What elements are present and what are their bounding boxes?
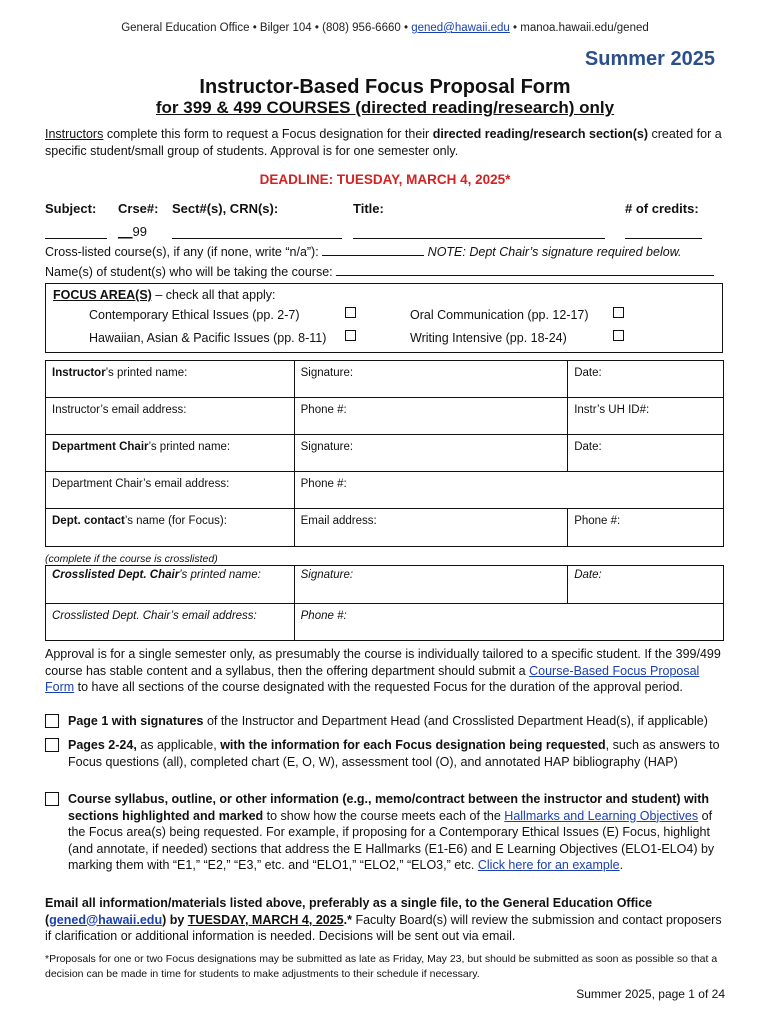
chair-label: Department Chair — [52, 441, 149, 453]
checklist-item-pages — [45, 737, 725, 770]
crosslisted-table — [45, 565, 724, 641]
email-link[interactable]: gened@hawaii.edu — [49, 912, 163, 927]
instructor-email-cell[interactable] — [46, 398, 295, 435]
item1-text: of the Instructor and Department Head (and Crosslisted Department Head(s), if applicable) — [203, 714, 708, 728]
credits-field[interactable] — [625, 224, 702, 239]
cross-chair-date-cell[interactable] — [568, 566, 724, 604]
checkbox-pages[interactable] — [45, 738, 59, 752]
site-url: • manoa.hawaii.edu/gened — [509, 22, 649, 34]
uhid-label: Instr’s UH ID#: — [574, 404, 650, 416]
example-link[interactable]: Click here for an example — [477, 858, 620, 872]
date-label: Date: — [574, 367, 602, 379]
cross-chair-email-cell[interactable] — [46, 604, 295, 641]
focus-heading — [53, 288, 276, 302]
focus-item-hawaiian: Hawaiian, Asian & Pacific Issues (pp. 8-11) — [89, 331, 327, 345]
students-field[interactable] — [336, 265, 714, 276]
phone-label: Phone #: — [300, 610, 347, 622]
checkbox-hawaiian[interactable] — [345, 330, 356, 341]
instructor-name-cell[interactable] — [46, 361, 295, 398]
page-number: Summer 2025, page 1 of 24 — [576, 987, 725, 1001]
instructor-uhid-cell[interactable] — [568, 398, 724, 435]
checkbox-ethical[interactable] — [345, 307, 356, 318]
checklist-item-page1 — [45, 713, 725, 730]
crse-value: 99 — [132, 224, 147, 239]
subject-field[interactable] — [45, 224, 107, 239]
checkbox-writing[interactable] — [613, 330, 624, 341]
date-label: Date: — [574, 569, 602, 581]
cross-email-label: Crosslisted Dept. Chair’s email address: — [52, 610, 257, 622]
approval-text: Approval is for a single semester only, as presumably the course is individually tailored to a specific student. If the 399/499 course has stable content and a syllabus, then the offering department should submit a — [45, 647, 721, 678]
title-label: Title: — [353, 201, 384, 216]
crse-field[interactable]: __99 — [118, 224, 147, 239]
cross-chair-phone-cell[interactable] — [294, 604, 723, 641]
footnote: *Proposals for one or two Focus designations may be submitted as late as Friday, May 23, but should be submitted as soon as possible so that a decision can be made in time for students to make adjustments to their schedule if necessary. — [45, 953, 718, 980]
chair-email-cell[interactable] — [46, 472, 295, 509]
crosslisted-row — [45, 245, 682, 259]
item3-bold: Course syllabus, outline, or other information (e.g., memo/contract between the instructor and student) with sections highlighted and marked — [68, 792, 710, 823]
cross-chair-label-rest: ’s printed name: — [179, 569, 261, 581]
checkbox-page1[interactable] — [45, 714, 59, 728]
page-title: Instructor-Based Focus Proposal Form — [199, 76, 571, 98]
subject-label: Subject: — [45, 201, 97, 216]
email-address-label: Email address: — [300, 515, 377, 527]
signature-label: Signature: — [300, 367, 354, 379]
chair-label-rest: ’s printed name: — [148, 441, 231, 453]
contact-phone-cell[interactable] — [568, 509, 724, 547]
checklist-item-syllabus — [45, 791, 725, 874]
signature-label: Signature: — [300, 569, 354, 581]
checkbox-oral[interactable] — [613, 307, 624, 318]
date-label: Date: — [574, 441, 602, 453]
approval-paragraph — [45, 646, 725, 696]
gened-email-link[interactable]: gened@hawaii.edu — [411, 22, 510, 34]
checkbox-syllabus[interactable] — [45, 792, 59, 806]
focus-area-box — [45, 283, 723, 353]
students-label: Name(s) of student(s) who will be taking the course: — [45, 265, 333, 279]
crse-label: Crse#: — [118, 201, 159, 216]
email-bold-2: ) by — [162, 912, 188, 927]
chair-phone-cell[interactable] — [294, 472, 723, 509]
intro-text: complete this form to request a Focus designation for their — [103, 127, 433, 141]
signature-table — [45, 360, 724, 547]
item2-mid: as applicable, — [136, 738, 221, 752]
cross-chair-name-cell[interactable] — [46, 566, 295, 604]
instructor-email-label: Instructor’s email address: — [52, 404, 187, 416]
item1-bold: Page 1 with signatures — [68, 714, 204, 728]
item2-bold-2: with the information for each Focus designation being requested — [220, 738, 606, 752]
phone-label: Phone #: — [574, 515, 621, 527]
instructor-label: Instructor — [52, 367, 106, 379]
office-info: General Education Office • Bilger 104 • (808) 956-6660 • — [121, 22, 412, 34]
intro-bold: directed reading/research section(s) — [432, 127, 649, 141]
credits-label: # of credits: — [625, 201, 699, 216]
hallmarks-link[interactable]: Hallmarks and Learning Objectives — [504, 808, 699, 823]
chair-email-label: Department Chair’s email address: — [52, 478, 230, 490]
instructor-date-cell[interactable] — [568, 361, 724, 398]
focus-item-oral: Oral Communication (pp. 12-17) — [410, 308, 589, 322]
instructor-label-rest: ’s printed name: — [105, 367, 188, 379]
chair-date-cell[interactable] — [568, 435, 724, 472]
crosslisted-note: NOTE: Dept Chair’s signature required below. — [427, 245, 682, 259]
sect-field[interactable] — [172, 224, 342, 239]
item2-text: , such as answers to Focus questions (all), completed chart (E, O, W), assessment tool (O), and annotated HAP bibliography (HAP) — [68, 738, 720, 769]
intro-paragraph — [45, 126, 725, 160]
course-based-form-link[interactable]: Course-Based Focus Proposal Form — [45, 663, 700, 694]
instructor-phone-cell[interactable] — [294, 398, 568, 435]
chair-signature-cell[interactable] — [294, 435, 568, 472]
item3-mid: to show how the course meets each of the — [263, 808, 505, 823]
item2-bold: Pages 2-24, — [68, 738, 137, 752]
email-deadline: TUESDAY, MARCH 4, 2025 — [187, 912, 344, 927]
students-row — [45, 265, 714, 279]
page-subtitle: for 399 & 499 COURSES (directed reading/research) only — [155, 98, 615, 117]
email-bold: Email all information/materials listed above, preferably as a single file, to the General Education Office ( — [45, 896, 653, 927]
sect-label: Sect#(s), CRN(s): — [172, 201, 279, 216]
email-star: .* — [343, 912, 352, 927]
intro-instructors: Instructors — [45, 127, 104, 141]
season-label: Summer 2025 — [584, 48, 715, 70]
email-instructions — [45, 895, 725, 945]
signature-label: Signature: — [300, 441, 354, 453]
item3-text: of the Focus area(s) being requested. For example, if proposing for a Contemporary Ethical Issues (E) Focus, highlight (and annotate, if needed) sections that address the E Hallmarks (E1-E6) and E Learning Objectives (ELO1-ELO4) by marking them with “E1,” “E2,” “E3,” etc. and “ELO1,” “ELO2,” “ELO3,” etc. — [68, 808, 715, 872]
focus-item-ethical: Contemporary Ethical Issues (pp. 2-7) — [89, 308, 300, 322]
crosslisted-label: Cross-listed course(s), if any (if none, write “n/a”): — [45, 245, 319, 259]
item3-end: . — [619, 858, 624, 872]
cross-chair-signature-cell[interactable] — [294, 566, 568, 604]
intro-text-2: created for a specific student/small group of students. Approval is for one semester only. — [45, 127, 722, 158]
chair-name-cell[interactable] — [46, 435, 295, 472]
contact-label: Dept. contact — [52, 515, 125, 527]
phone-label: Phone #: — [300, 404, 347, 416]
focus-instruction: – check all that apply: — [151, 288, 276, 302]
email-text: Faculty Board(s) will review the submission and contact proposers if clarification or additional information is needed. Decisions will be sent out via email. — [45, 912, 722, 943]
deadline-banner: DEADLINE: TUESDAY, MARCH 4, 2025* — [259, 172, 511, 187]
crosslisted-note-text: (complete if the course is crosslisted) — [45, 553, 218, 565]
focus-heading-label: FOCUS AREA(S) — [53, 288, 152, 302]
contact-label-rest: ’s name (for Focus): — [124, 515, 227, 527]
crosslisted-field[interactable] — [322, 245, 424, 256]
cross-chair-label: Crosslisted Dept. Chair — [52, 569, 180, 581]
contact-email-cell[interactable] — [294, 509, 568, 547]
focus-item-writing: Writing Intensive (pp. 18-24) — [410, 331, 567, 345]
instructor-signature-cell[interactable] — [294, 361, 568, 398]
approval-text-2: to have all sections of the course designated with the requested Focus for the duration of the approval period. — [74, 680, 683, 694]
title-field[interactable] — [353, 224, 605, 239]
phone-label: Phone #: — [300, 478, 347, 490]
contact-name-cell[interactable] — [46, 509, 295, 547]
office-header — [0, 22, 770, 34]
